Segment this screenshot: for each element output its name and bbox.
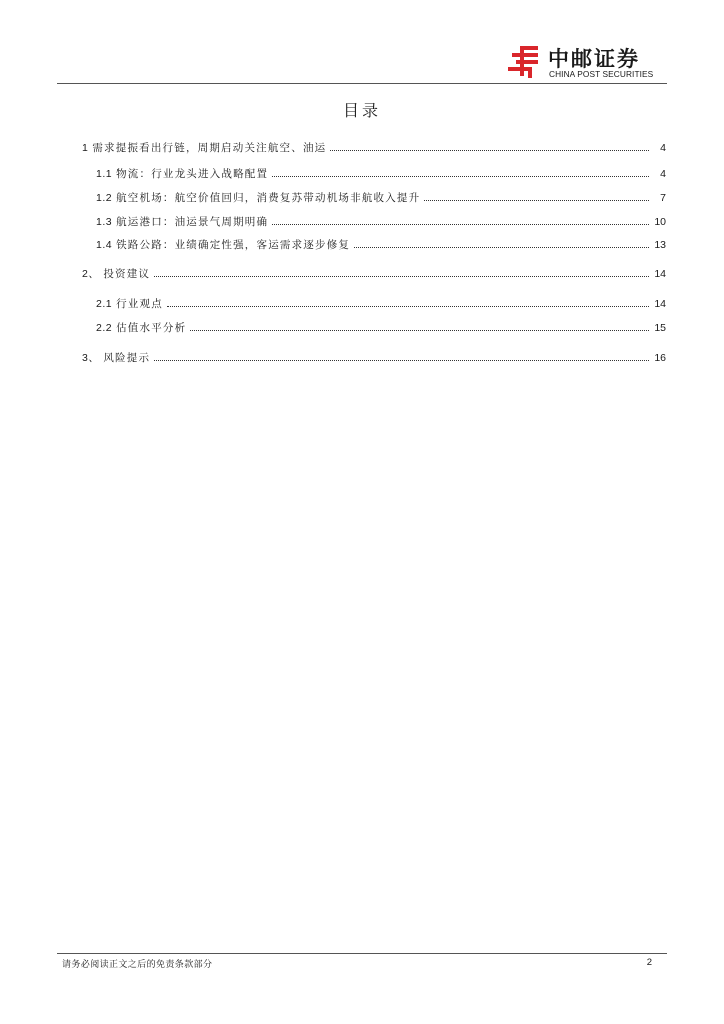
toc-entry-page: 14 — [654, 268, 666, 280]
toc-entry[interactable] — [82, 266, 666, 282]
toc-entry-number: 1.3 — [96, 216, 113, 228]
toc-entry-title: 投资建议 — [103, 268, 151, 280]
toc-dot-leader — [330, 149, 649, 151]
toc-entry-page: 16 — [654, 352, 666, 364]
footer-disclaimer: 请务必阅读正文之后的免责条款部分 — [62, 960, 213, 970]
toc-entry[interactable] — [96, 296, 666, 312]
page-number: 2 — [646, 957, 652, 968]
toc-entry-number: 1.4 — [96, 239, 113, 251]
toc-title: 目录 — [342, 101, 381, 120]
header-divider — [57, 83, 667, 84]
toc-entry-title: 航运港口：油运景气周期明确 — [116, 216, 269, 228]
toc-entry-number: 1.2 — [96, 192, 113, 204]
toc-dot-leader — [424, 199, 649, 201]
toc-entry[interactable] — [96, 166, 666, 182]
footer-divider — [57, 953, 667, 954]
logo-english-name: CHINA POST SECURITIES — [549, 69, 654, 79]
toc-entry-page: 10 — [654, 216, 666, 228]
toc-entry-number: 1 — [82, 142, 89, 154]
toc-entry-title: 航空机场：航空价值回归，消费复苏带动机场非航收入提升 — [116, 192, 421, 204]
toc-entry-title: 需求提振看出行链，周期启动关注航空、油运 — [92, 142, 327, 154]
toc-dot-leader — [154, 359, 649, 361]
toc-entry[interactable] — [96, 237, 666, 253]
toc-entry-title: 估值水平分析 — [116, 322, 187, 334]
toc-entry-page: 15 — [654, 322, 666, 334]
page-header — [0, 0, 724, 90]
china-post-logo-icon — [506, 42, 544, 80]
toc-entry[interactable] — [96, 320, 666, 336]
toc-entry[interactable] — [96, 190, 666, 206]
toc-entry[interactable] — [96, 214, 666, 230]
toc-dot-leader — [272, 223, 649, 225]
toc-entry-title: 铁路公路：业绩确定性强，客运需求逐步修复 — [116, 239, 351, 251]
toc-entry-page: 7 — [660, 192, 666, 204]
toc-dot-leader — [272, 175, 649, 177]
toc-entry-title: 风险提示 — [103, 352, 151, 364]
toc-entry[interactable] — [82, 140, 666, 156]
toc-entry-number: 2、 — [82, 268, 100, 280]
toc-entry[interactable] — [82, 350, 666, 366]
toc-entry-page: 4 — [660, 142, 666, 154]
toc-entry-page: 13 — [654, 239, 666, 251]
toc-entry-page: 4 — [660, 168, 666, 180]
toc-entry-title: 物流：行业龙头进入战略配置 — [116, 168, 269, 180]
toc-entry-page: 14 — [654, 298, 666, 310]
toc-entry-number: 2.2 — [96, 322, 113, 334]
toc-entry-number: 1.1 — [96, 168, 113, 180]
toc-entry-number: 2.1 — [96, 298, 113, 310]
toc-dot-leader — [190, 329, 649, 331]
toc-entry-title: 行业观点 — [116, 298, 163, 310]
company-logo — [506, 42, 666, 82]
toc-dot-leader — [354, 246, 649, 248]
toc-dot-leader — [167, 305, 649, 307]
toc-dot-leader — [154, 275, 649, 277]
toc-entry-number: 3、 — [82, 352, 100, 364]
logo-chinese-name: 中邮证券 — [548, 47, 640, 71]
